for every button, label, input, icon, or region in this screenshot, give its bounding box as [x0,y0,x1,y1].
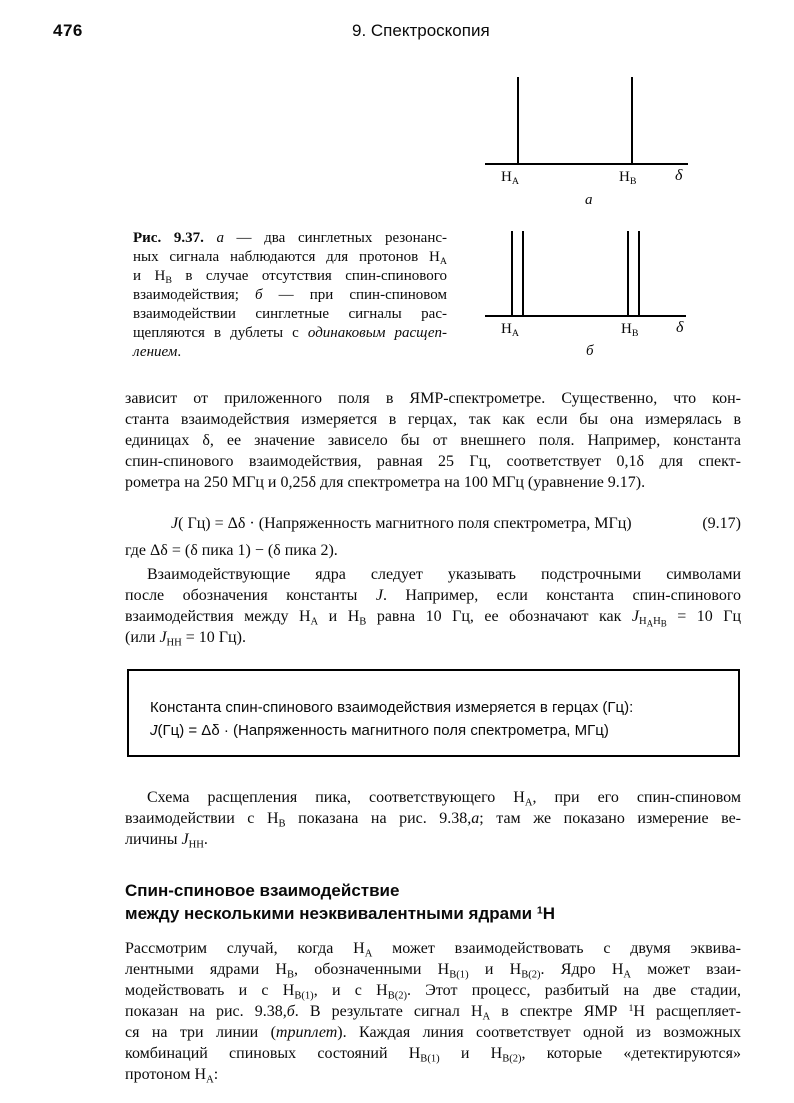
paragraph-line: рометра на 250 МГц и 0,25δ для спектрометра на 100 МГц (уравнение 9.17). [125,474,646,491]
paragraph-line: взаимодействия между $H_A$ и $H_B$ равна 10 Гц, ее обозначают как $J_{H_AH_B} = 10$ Гц [125,608,742,629]
equation-where-line [125,540,741,561]
paragraph-line: Рассмотрим случай, когда $H_A$ может взаимодействовать с двумя эквива- [125,940,742,960]
paragraph-line: зависит от приложенного поля в ЯМР-спектрометре. Существенно, что кон- [125,390,741,407]
paragraph-1 [125,388,741,493]
box-line: Константа спин-спинового взаимодействия измеряется в герцах (Гц): [150,699,634,716]
panel-label-a: а [585,192,593,208]
paragraph-line: Взаимодействующие ядра следует указывать подстрочными символами [147,566,741,583]
key-concept-box [127,669,740,757]
peak-line-hb [631,77,633,163]
heading-line: между несколькими неэквивалентными ядрами $^1$H [125,904,555,923]
paragraph-line: ся на три линии (триплет). Каждая линия соответствует одной из возможных [125,1024,741,1041]
caption-line: Рис. 9.37. а — два синглетных резонанс- [133,230,447,246]
peak-label-ha: $H_A$ [501,321,519,340]
peak-label-hb: $H_B$ [621,321,639,340]
spectrum-a [485,75,700,220]
axis-line [485,315,686,317]
figure-caption [133,229,447,362]
caption-line: лением. [133,344,182,360]
paragraph-line: комбинаций спиновых состояний $H_{B(1)}$ и $H_{B(2)}$, которые «детектируются» [125,1045,742,1065]
axis-line [485,163,688,165]
paragraph-line: протоном $H_A$: [125,1066,219,1086]
caption-line: щепляются в дублеты с одинаковым расщеп- [133,325,447,341]
peak-line-hb-2 [638,231,640,315]
paragraph-line: модействовать и с $H_{B(1)}$, и с $H_{B(2)}$. Этот процесс, разбитый на две стадии, [125,982,742,1002]
peak-line-hb-1 [627,231,629,315]
paragraph-line: лентными ядрами $H_B$, обозначенными $H_{B(1)}$ и $H_{B(2)}$. Ядро $H_A$ может взаи- [125,961,742,981]
spectrum-b [485,228,700,368]
running-head: 9. Спектроскопия [352,21,490,40]
peak-line-ha-2 [522,231,524,315]
heading-line: Спин-спиновое взаимодействие [125,881,400,900]
page-number: 476 [53,21,83,40]
box-line: J(Гц) = Δδ · (Напряженность магнитного поля спектрометра, МГц) [150,722,609,739]
caption-line: взаимодействия; б — при спин-спиновом [133,287,447,303]
paragraph-2 [125,564,741,648]
axis-label-delta: δ [675,167,683,184]
paragraph-line: где Δδ = (δ пика 1) − (δ пика 2). [125,542,338,559]
caption-line: и $H_B$ в случае отсутствия спин-спинового [133,268,447,287]
paragraph-line: показан на рис. 9.38,б. В результате сигнал $H_A$ в спектре ЯМР $^1$H расщепляет- [125,1003,741,1023]
paragraph-4 [125,938,741,1085]
paragraph-3 [125,787,741,850]
paragraph-line: (или $J_{HH} = 10$ Гц). [125,629,246,649]
caption-line: ных сигнала наблюдаются для протонов $H_A$ [133,249,447,268]
panel-label-b: б [586,343,594,359]
axis-label-delta: δ [676,319,684,336]
peak-line-ha [517,77,519,163]
equation-formula: J( Гц) = Δδ · (Напряженность магнитного поля спектрометра, МГц) [171,515,632,532]
paragraph-line: после обозначения константы J. Например, если константа спин-спинового [125,587,741,604]
peak-label-hb: $H_B$ [619,169,637,188]
paragraph-line: личины $J_{HH}$. [125,831,208,851]
paragraph-line: взаимодействии с $H_B$ показана на рис. 9.38,а; там же показано измерение ве- [125,810,742,830]
equation-9-17 [125,513,741,534]
peak-line-ha-1 [511,231,513,315]
caption-line: взаимодействии синглетные сигналы рас- [133,306,447,322]
paragraph-line: станта взаимодействия измеряется в герцах, так как если бы она измерялась в [125,411,741,428]
section-heading [125,879,741,925]
paragraph-line: единицах δ, ее значение зависело бы от внешнего поля. Например, константа [125,432,741,449]
paragraph-line: спин-спинового взаимодействия, равная 25 Гц, соответствует 0,1δ для спект- [125,453,741,470]
peak-label-ha: $H_A$ [501,169,519,188]
equation-number: (9.17) [702,515,741,532]
paragraph-line: Схема расщепления пика, соответствующего $H_A$, при его спин-спиновом [147,789,742,809]
